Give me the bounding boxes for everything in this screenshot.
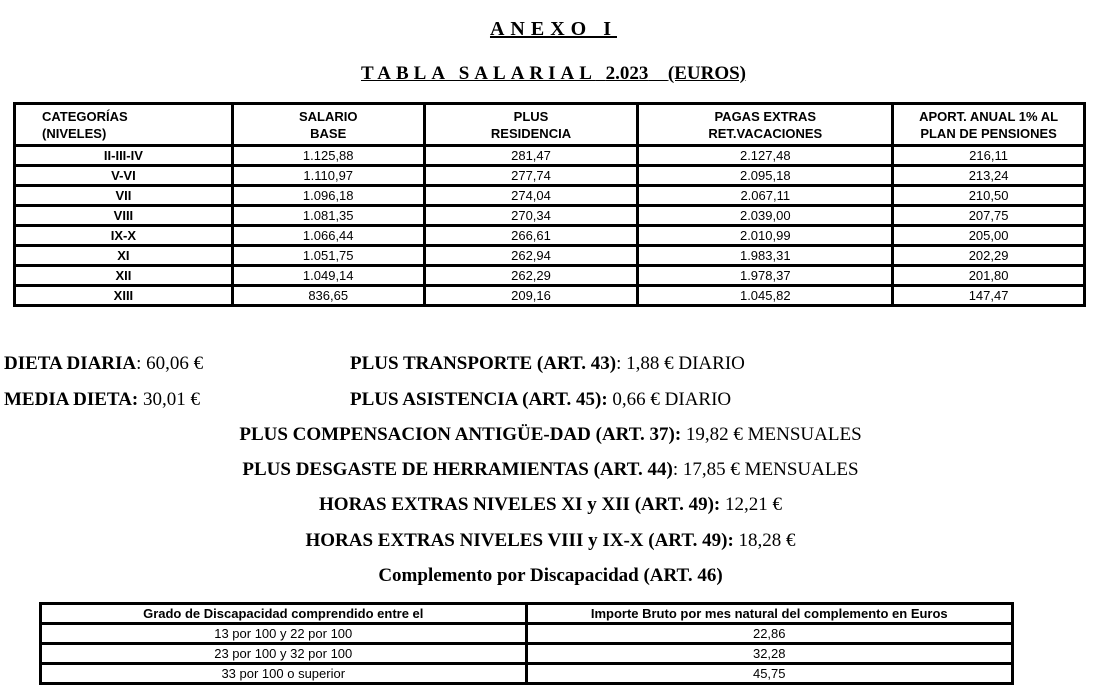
value-cell: 277,74 xyxy=(424,166,638,186)
grado-cell: 33 por 100 o superior xyxy=(41,664,527,684)
value-cell: 202,29 xyxy=(893,246,1085,266)
category-cell: XI xyxy=(15,246,233,266)
table-row xyxy=(15,206,1085,226)
value-cell: 213,24 xyxy=(893,166,1085,186)
importe-cell: 32,28 xyxy=(526,644,1013,664)
value-cell: 1.125,88 xyxy=(232,146,424,166)
value-cell: 207,75 xyxy=(893,206,1085,226)
value-cell: 201,80 xyxy=(893,266,1085,286)
plus-asistencia-label: PLUS ASISTENCIA (ART. 45): xyxy=(350,389,608,410)
media-dieta-label: MEDIA DIETA: xyxy=(4,389,139,410)
table-title-main: TABLA SALARIAL xyxy=(360,63,596,84)
header-line: APORT. ANUAL 1% AL xyxy=(919,108,1059,124)
header-line: RET.VACACIONES xyxy=(708,125,823,141)
value-cell: 1.978,37 xyxy=(638,266,893,286)
category-cell: IX-X xyxy=(15,226,233,246)
table-title-year: 2.023 xyxy=(605,63,649,84)
header-pagas-extras xyxy=(638,104,893,146)
header-categorias xyxy=(15,104,233,146)
media-dieta xyxy=(4,389,200,411)
horas-extras-viii-ix-x xyxy=(0,530,1101,552)
value-cell: 266,61 xyxy=(424,226,638,246)
header-line: PLAN DE PENSIONES xyxy=(920,125,1057,141)
value-cell: 1.051,75 xyxy=(232,246,424,266)
header-plus-residencia xyxy=(424,104,638,146)
value-cell: 2.127,48 xyxy=(638,146,893,166)
value-cell: 1.110,97 xyxy=(232,166,424,186)
horas-extras-xi-xii xyxy=(0,494,1101,516)
table-title xyxy=(0,63,1101,85)
grado-cell: 13 por 100 y 22 por 100 xyxy=(41,624,527,644)
salary-table xyxy=(13,102,1086,307)
salary-table-header-row xyxy=(15,104,1085,146)
importe-cell: 45,75 xyxy=(526,664,1013,684)
plus-transporte-value: : 1,88 € DIARIO xyxy=(616,353,745,374)
value-cell: 210,50 xyxy=(893,186,1085,206)
header-line: SALARIO xyxy=(298,108,358,124)
value-cell: 209,16 xyxy=(424,286,638,306)
disability-title xyxy=(0,565,1101,587)
header-line: PLUS xyxy=(513,108,549,124)
value-cell: 262,29 xyxy=(424,266,638,286)
header-line: BASE xyxy=(310,125,347,141)
category-cell: XII xyxy=(15,266,233,286)
value-cell: 216,11 xyxy=(893,146,1085,166)
media-dieta-value: 30,01 € xyxy=(138,389,200,410)
table-row xyxy=(15,146,1085,166)
table-row xyxy=(41,664,1013,684)
header-line: PAGAS EXTRAS xyxy=(714,108,817,124)
dieta-diaria-value: : 60,06 € xyxy=(136,353,204,374)
plus-antiguedad-value: 19,82 € MENSUALES xyxy=(681,424,862,445)
value-cell: 2.039,00 xyxy=(638,206,893,226)
table-row xyxy=(15,266,1085,286)
header-salario-base xyxy=(232,104,424,146)
disability-table xyxy=(39,602,1014,685)
value-cell: 147,47 xyxy=(893,286,1085,306)
value-cell: 1.096,18 xyxy=(232,186,424,206)
plus-transporte-label: PLUS TRANSPORTE (ART. 43) xyxy=(350,353,617,374)
table-row xyxy=(15,246,1085,266)
plus-herramientas-value: : 17,85 € MENSUALES xyxy=(672,459,859,480)
category-cell: VII xyxy=(15,186,233,206)
annex-title: ANEXO I xyxy=(489,18,617,40)
horas-extras-xi-xii-label: HORAS EXTRAS NIVELES XI y XII (ART. 49): xyxy=(319,494,721,515)
value-cell: 1.045,82 xyxy=(638,286,893,306)
value-cell: 281,47 xyxy=(424,146,638,166)
table-row xyxy=(41,624,1013,644)
header-grado: Grado de Discapacidad comprendido entre el xyxy=(41,604,527,624)
plus-herramientas-label: PLUS DESGASTE DE HERRAMIENTAS (ART. 44) xyxy=(242,459,673,480)
category-cell: XIII xyxy=(15,286,233,306)
table-row xyxy=(41,644,1013,664)
dieta-diaria-label: DIETA DIARIA xyxy=(4,353,137,374)
value-cell: 270,34 xyxy=(424,206,638,226)
value-cell: 2.067,11 xyxy=(638,186,893,206)
dieta-diaria xyxy=(4,353,203,375)
grado-cell: 23 por 100 y 32 por 100 xyxy=(41,644,527,664)
value-cell: 1.983,31 xyxy=(638,246,893,266)
table-row xyxy=(15,186,1085,206)
plus-asistencia xyxy=(350,389,731,411)
value-cell: 2.010,99 xyxy=(638,226,893,246)
value-cell: 1.049,14 xyxy=(232,266,424,286)
plus-transporte xyxy=(350,353,745,375)
plus-antiguedad-label: PLUS COMPENSACION ANTIGÜE-DAD (ART. 37): xyxy=(239,424,682,445)
value-cell: 836,65 xyxy=(232,286,424,306)
category-cell: V-VI xyxy=(15,166,233,186)
category-cell: II-III-IV xyxy=(15,146,233,166)
header-line: RESIDENCIA xyxy=(490,125,572,141)
horas-extras-viii-ix-x-label: HORAS EXTRAS NIVELES VIII y IX-X (ART. 49): xyxy=(305,530,734,551)
importe-cell: 22,86 xyxy=(526,624,1013,644)
horas-extras-xi-xii-value: 12,21 € xyxy=(720,494,782,515)
horas-extras-viii-ix-x-value: 18,28 € xyxy=(733,530,796,551)
value-cell: 274,04 xyxy=(424,186,638,206)
table-row xyxy=(15,166,1085,186)
value-cell: 2.095,18 xyxy=(638,166,893,186)
header-line: (NIVELES) xyxy=(42,125,107,141)
header-line: CATEGORÍAS xyxy=(42,108,128,124)
plus-herramientas xyxy=(0,459,1101,481)
header-aport-anual xyxy=(893,104,1085,146)
value-cell: 1.066,44 xyxy=(232,226,424,246)
disability-title-text: Complemento por Discapacidad (ART. 46) xyxy=(378,565,723,586)
table-row xyxy=(15,286,1085,306)
header-importe: Importe Bruto por mes natural del complemento en Euros xyxy=(526,604,1013,624)
plus-asistencia-value: 0,66 € DIARIO xyxy=(607,389,732,410)
category-cell: VIII xyxy=(15,206,233,226)
value-cell: 262,94 xyxy=(424,246,638,266)
plus-antiguedad xyxy=(0,424,1101,446)
value-cell: 1.081,35 xyxy=(232,206,424,226)
table-title-unit: (EUROS) xyxy=(667,63,747,84)
value-cell: 205,00 xyxy=(893,226,1085,246)
table-row xyxy=(15,226,1085,246)
disability-table-header-row xyxy=(41,604,1013,624)
